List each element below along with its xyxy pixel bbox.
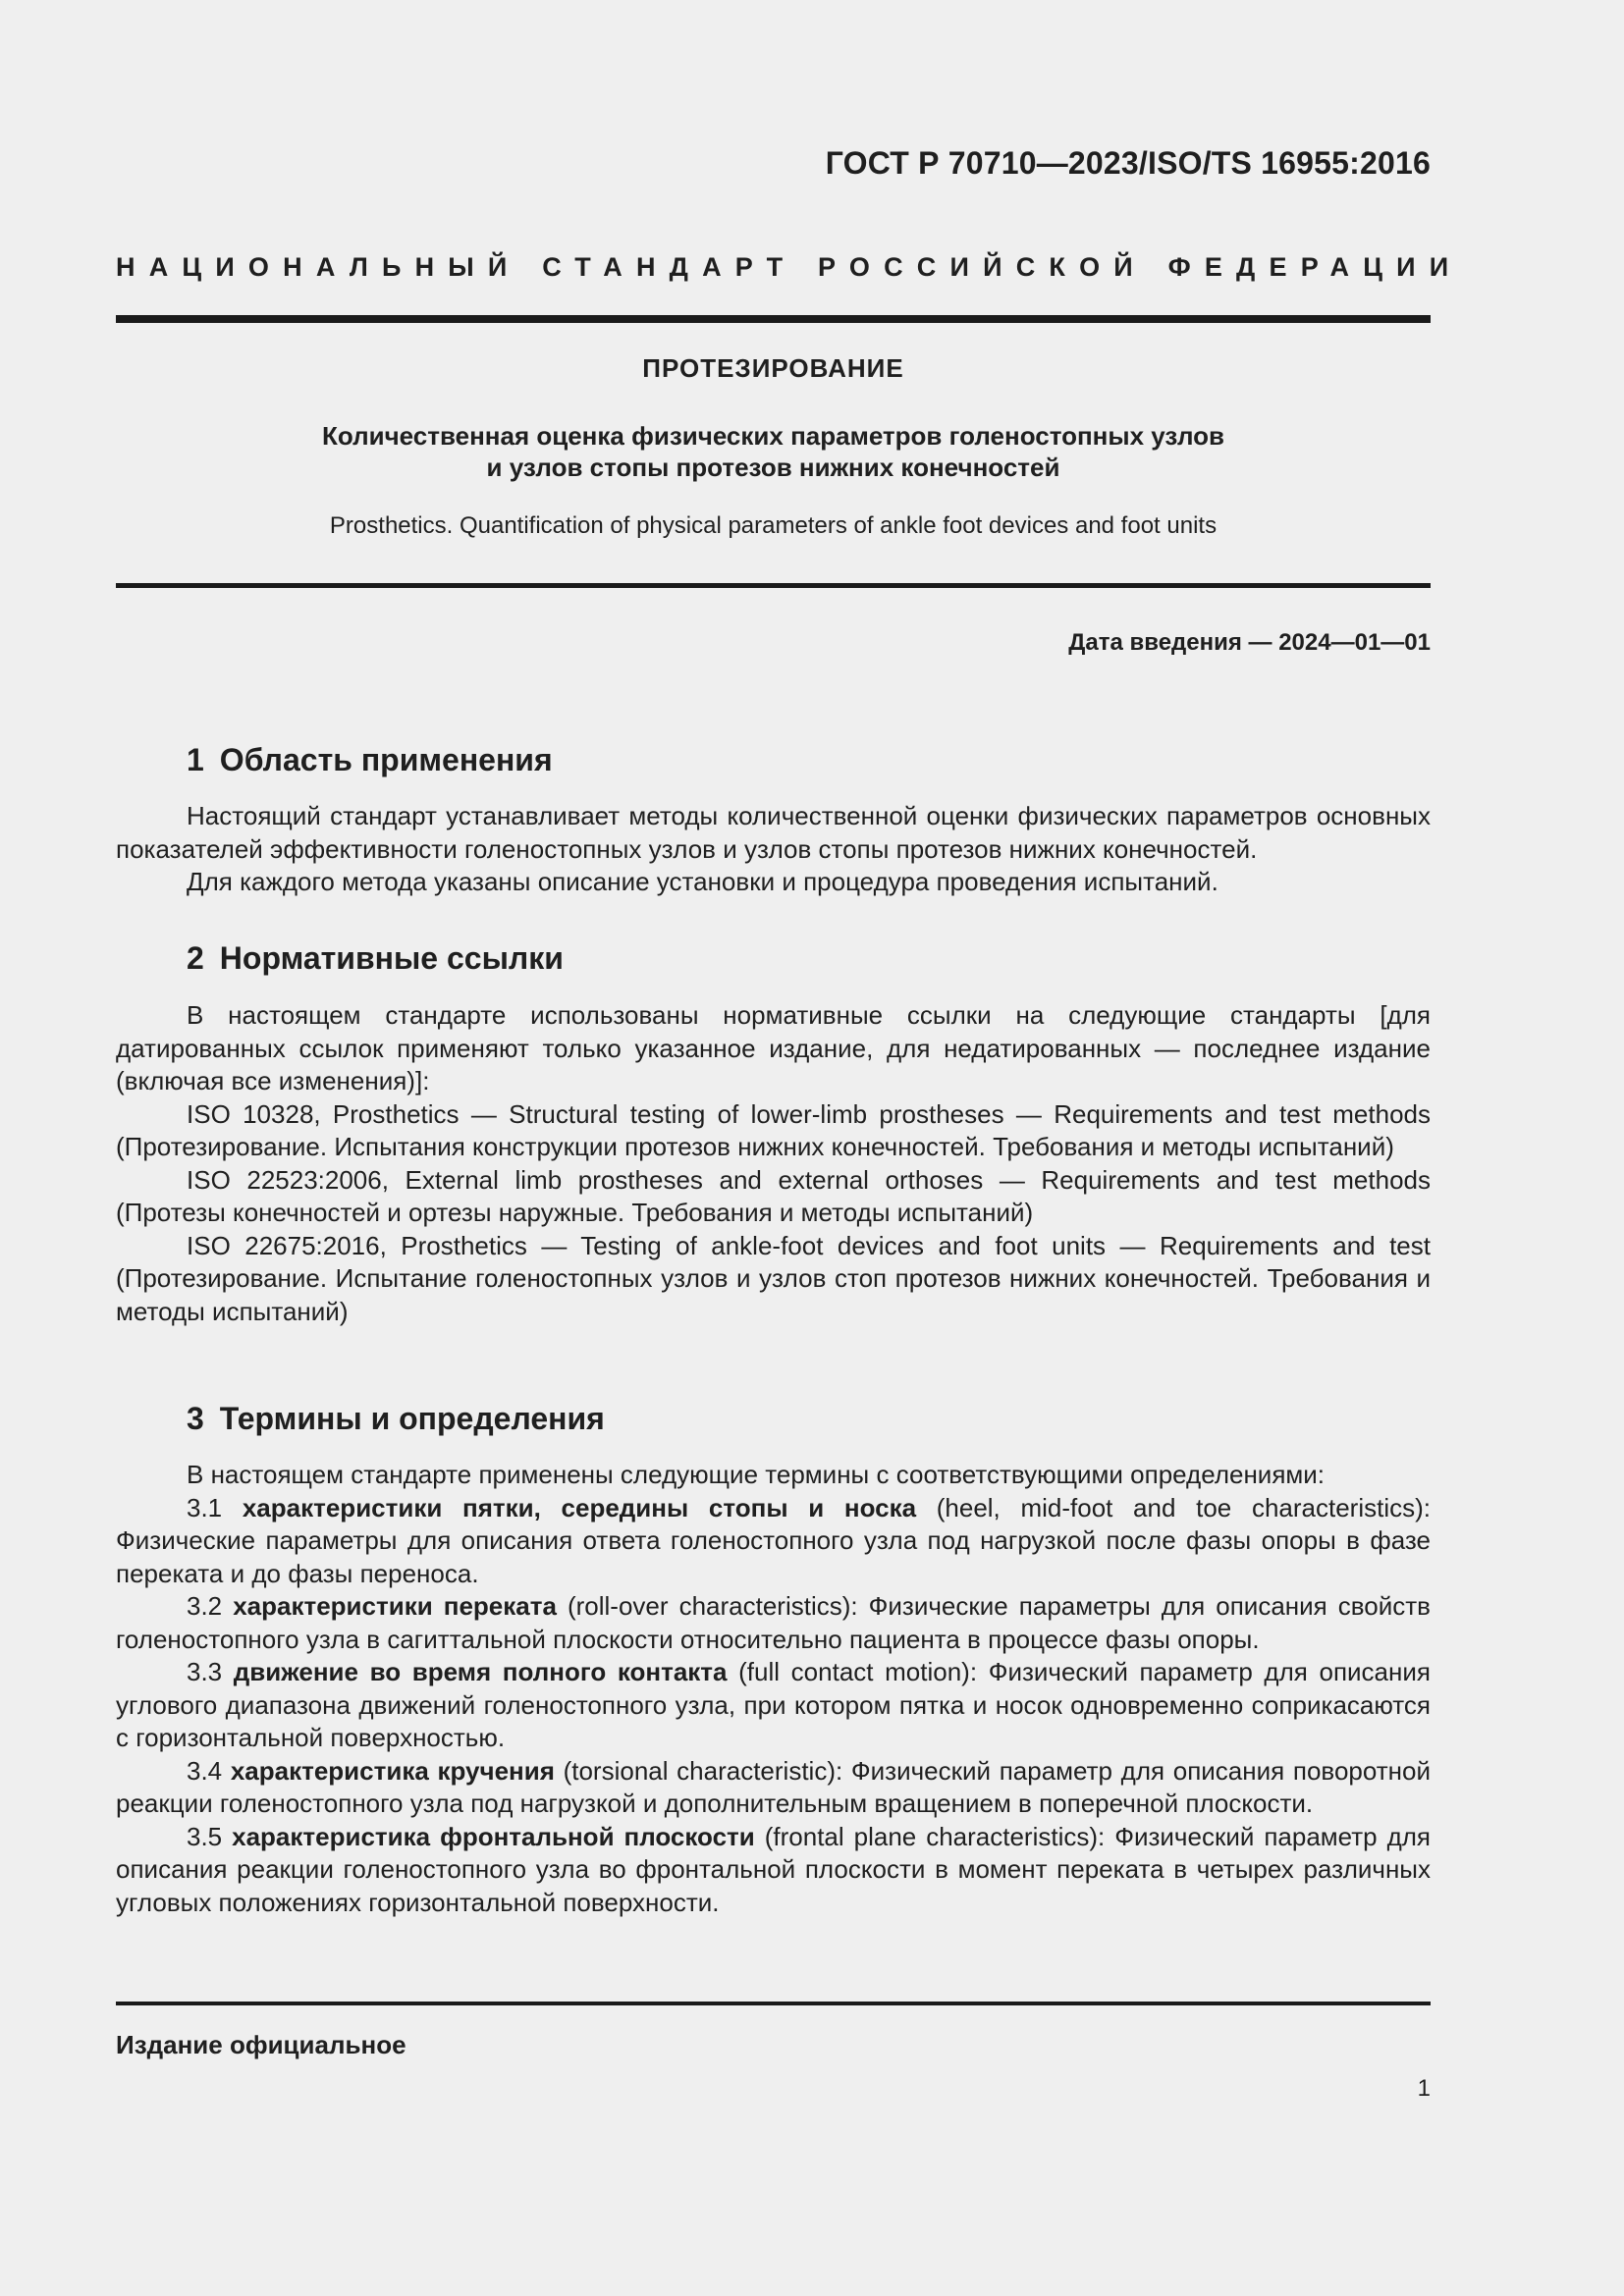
- term-definition: (heel, mid-foot and toe characteristics): Физические параметры для описания ответа голеностопного узла под нагрузкой после фазы опоры в фазе переката и до фазы переноса.: [116, 1492, 1431, 1588]
- section-3-title: Термины и определения: [219, 1401, 605, 1436]
- reference-item: ISO 10328, Prosthetics — Structural testing of lower-limb prostheses — Requirements and test methods (Протезирование. Испытания конструкции протезов нижних конечностей. Требования и методы испытаний): [116, 1098, 1431, 1161]
- english-title: Prosthetics. Quantification of physical parameters of ankle foot devices and foot units: [329, 512, 1218, 539]
- section-1-number: 1: [187, 742, 204, 777]
- term-definition: (frontal plane characteristics): Физический параметр для описания реакции голеностопного узла во фронтальной плоскости в момент переката в четырех различных угловых положениях горизонтальной поверхности.: [116, 1821, 1431, 1917]
- term-entry: [116, 1590, 1431, 1656]
- section-2-number: 2: [187, 940, 204, 976]
- term-number: 3.3: [187, 1657, 223, 1686]
- term-definition: (torsional characteristic): Физический параметр для описания поворотной реакции голеностопного узла под нагрузкой и дополнительным вращением в поперечной плоскости.: [116, 1755, 1431, 1818]
- term-name: характеристика кручения: [230, 1755, 555, 1786]
- term-entry: [116, 1821, 1431, 1920]
- section-2-paragraph: В настоящем стандарте использованы нормативные ссылки на следующие стандарты [для датированных ссылок применяют только указанное издание, для недатированных — последнее издание (включая все изменения)]:: [116, 1000, 1431, 1095]
- title-divider: [116, 583, 1431, 588]
- section-3-heading: [187, 1401, 605, 1437]
- section-1-paragraph: Настоящий стандарт устанавливает методы количественной оценки физических параметров основных показателей эффективности голеностопных узлов и узлов стопы протезов нижних конечностей.: [116, 801, 1431, 864]
- term-name: характеристика фронтальной плоскости: [232, 1821, 755, 1851]
- term-entry: [116, 1656, 1431, 1755]
- reference-item: ISO 22675:2016, Prosthetics — Testing of ankle-foot devices and foot units — Requirements and test (Протезирование. Испытание голеностопных узлов и узлов стоп протезов нижних конечностей. Требования и методы испытаний): [116, 1230, 1431, 1326]
- term-number: 3.4: [187, 1755, 223, 1786]
- introduction-date: Дата введения — 2024—01—01: [1068, 629, 1431, 656]
- page-number: 1: [1417, 2075, 1431, 2102]
- subtitle-line-1: Количественная оценка физических параметров голеностопных узлов: [321, 421, 1224, 451]
- footer-divider: [116, 2002, 1431, 2005]
- document-title: ПРОТЕЗИРОВАНИЕ: [642, 353, 904, 383]
- term-number: 3.5: [187, 1821, 223, 1851]
- section-1-heading: [187, 742, 553, 778]
- term-definition: (full contact motion): Физический параметр для описания углового диапазона движений голеностопного узла, при котором пятка и носок одновременно соприкасаются с горизонтальной поверхностью.: [116, 1657, 1431, 1752]
- document-subtitle: [116, 420, 1431, 483]
- reference-item: ISO 22523:2006, External limb prostheses and external orthoses — Requirements and test methods (Протезы конечностей и ортезы наружные. Требования и методы испытаний): [116, 1164, 1431, 1227]
- term-entry: [116, 1492, 1431, 1591]
- section-1-body: [116, 800, 1431, 899]
- section-3-number: 3: [187, 1401, 204, 1436]
- term-number: 3.2: [187, 1591, 223, 1621]
- term-number: 3.1: [187, 1492, 223, 1522]
- official-edition-label: Издание официальное: [116, 2030, 406, 2059]
- top-divider: [116, 315, 1431, 323]
- section-2-title: Нормативные ссылки: [219, 940, 564, 976]
- term-name: движение во время полного контакта: [233, 1657, 728, 1686]
- term-definition: (roll-over characteristics): Физические параметры для описания свойств голеностопного узла в сагиттальной плоскости относительно пациента в процессе фазы опоры.: [116, 1591, 1431, 1654]
- section-3-body: [116, 1459, 1431, 1919]
- section-2-heading: [187, 940, 564, 977]
- standard-number: ГОСТ Р 70710—2023/ISO/TS 16955:2016: [825, 145, 1431, 181]
- term-entry: [116, 1755, 1431, 1821]
- section-1-title: Область применения: [219, 742, 553, 777]
- section-1-paragraph: Для каждого метода указаны описание установки и процедура проведения испытаний.: [187, 867, 1218, 896]
- term-name: характеристики пятки, середины стопы и носка: [242, 1492, 917, 1522]
- subtitle-line-2: и узлов стопы протезов нижних конечностей: [486, 453, 1060, 482]
- section-2-body: [116, 999, 1431, 1328]
- term-name: характеристики переката: [233, 1591, 557, 1621]
- national-standard-banner: НАЦИОНАЛЬНЫЙ СТАНДАРТ РОССИЙСКОЙ ФЕДЕРАЦИИ: [116, 252, 1463, 282]
- section-3-intro: В настоящем стандарте применены следующие термины с соответствующими определениями:: [187, 1460, 1326, 1489]
